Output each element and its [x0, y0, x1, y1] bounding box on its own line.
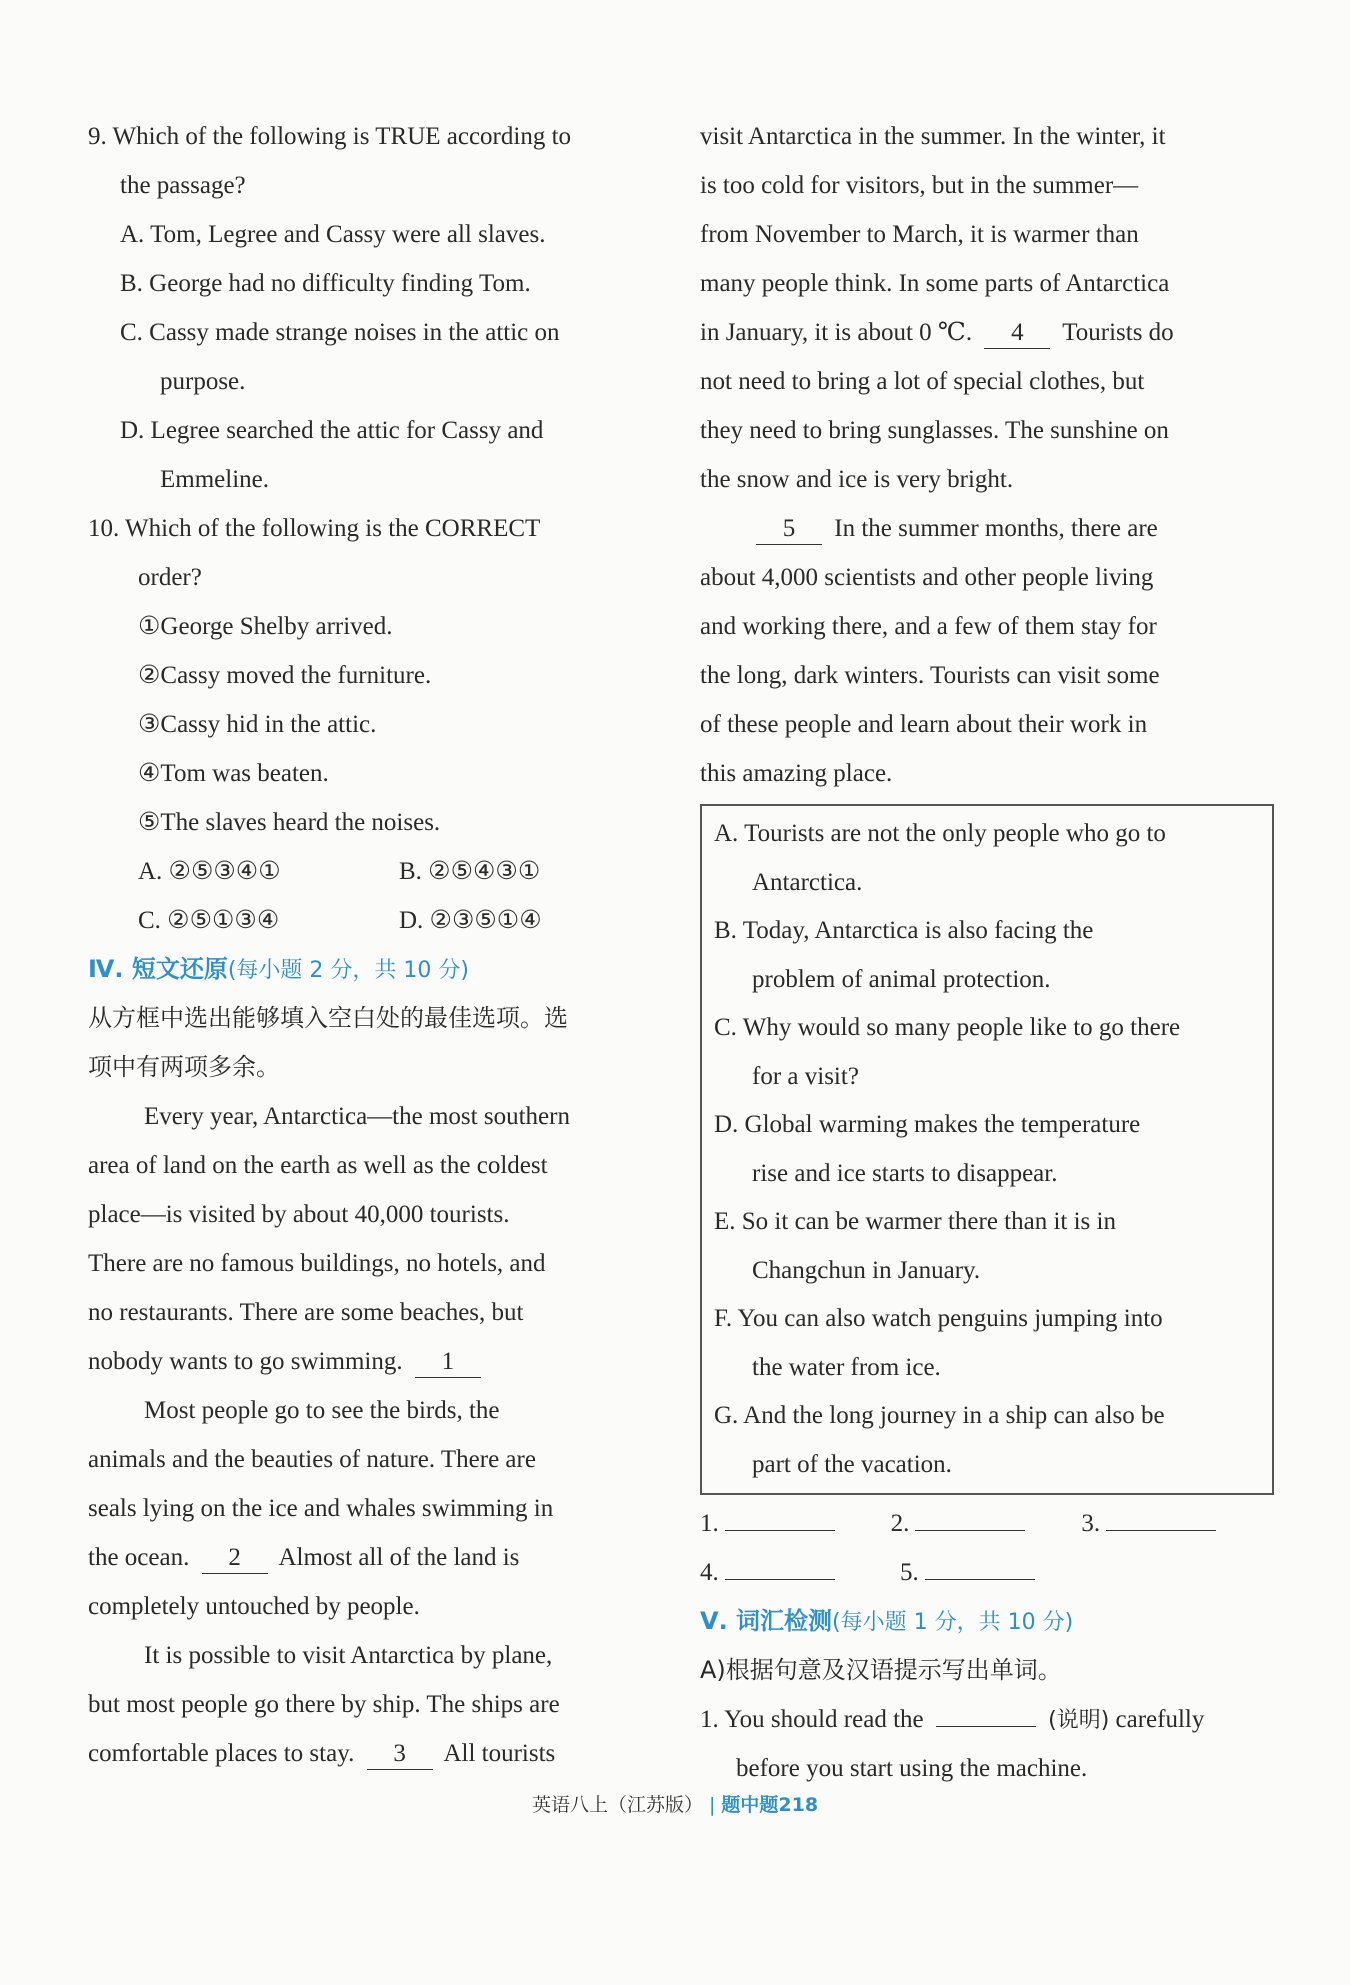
q10-choices-ab: [88, 847, 660, 896]
passage-line: about 4,000 scientists and other people living: [700, 564, 1154, 591]
left-column: [88, 112, 660, 1778]
blank-4[interactable]: 4: [984, 318, 1050, 349]
passage-line: There are no famous buildings, no hotels, and: [88, 1250, 546, 1277]
answer-field-2[interactable]: [915, 1504, 1025, 1531]
box-option-b: B. Today, Antarctica is also facing the: [714, 917, 1094, 944]
section-4-heading: Ⅳ. 短文还原(每小题 2 分，共 10 分): [88, 955, 469, 983]
q9-stem-cont: the passage?: [120, 172, 246, 199]
q9-option-c-cont: purpose.: [160, 368, 246, 395]
passage-line: of these people and learn about their work in: [700, 711, 1148, 738]
answer-field-4[interactable]: [725, 1553, 835, 1580]
vocab-q1-cont: before you start using the machine.: [736, 1755, 1088, 1782]
q9-option-c: C. Cassy made strange noises in the attic on: [120, 319, 560, 346]
q10-item: ①George Shelby arrived.: [138, 613, 393, 640]
q9-stem: 9. Which of the following is TRUE according to: [88, 123, 572, 150]
options-box: [700, 804, 1274, 1495]
box-option-c-cont: for a visit?: [752, 1062, 859, 1090]
passage-line: animals and the beauties of nature. There are: [88, 1446, 536, 1473]
q10-choice-c: C. ②⑤①③④: [138, 907, 280, 934]
blank-5[interactable]: 5: [756, 514, 822, 545]
book-title: 英语八上（江苏版）: [531, 1794, 703, 1816]
passage-line: seals lying on the ice and whales swimming in: [88, 1495, 554, 1522]
answer-label: 2.: [890, 1510, 910, 1537]
blank-3[interactable]: 3: [367, 1739, 433, 1770]
section-5-heading: Ⅴ. 词汇检测(每小题 1 分，共 10 分): [700, 1607, 1074, 1635]
blank-2[interactable]: 2: [202, 1543, 268, 1574]
passage-line: no restaurants. There are some beaches, but: [88, 1299, 524, 1326]
q10-choice-a: A. ②⑤③④①: [138, 858, 281, 885]
passage-line: It is possible to visit Antarctica by plane,: [144, 1642, 553, 1669]
box-option-d: D. Global warming makes the temperature: [714, 1111, 1141, 1138]
passage-line: place—is visited by about 40,000 tourists.: [88, 1201, 510, 1228]
passage-line: but most people go there by ship. The ships are: [88, 1691, 560, 1718]
passage-line: Every year, Antarctica—the most southern: [144, 1103, 570, 1130]
q10-stem-cont: order?: [138, 564, 202, 591]
passage-line: nobody wants to go swimming. 1: [88, 1337, 660, 1386]
box-option-f-cont: the water from ice.: [752, 1353, 941, 1381]
passage-line: they need to bring sunglasses. The sunshine on: [700, 417, 1169, 444]
answer-row-1: [700, 1499, 1272, 1548]
q10-item: ③Cassy hid in the attic.: [138, 711, 377, 738]
q10-choice-b: B. ②⑤④③①: [399, 858, 541, 885]
passage-line: many people think. In some parts of Antarctica: [700, 270, 1170, 297]
passage-line: Most people go to see the birds, the: [144, 1397, 500, 1424]
footer-separator: |: [708, 1794, 716, 1816]
answer-label: 3.: [1081, 1510, 1101, 1537]
box-option-d-cont: rise and ice starts to disappear.: [752, 1159, 1058, 1187]
passage-line: this amazing place.: [700, 760, 893, 787]
vocab-q1-blank[interactable]: [936, 1696, 1036, 1727]
passage-line: is too cold for visitors, but in the summer—: [700, 172, 1139, 199]
page-number: 218: [778, 1794, 819, 1816]
box-option-b-cont: problem of animal protection.: [752, 965, 1051, 993]
answer-label: 1.: [700, 1510, 719, 1537]
q10-item: ④Tom was beaten.: [138, 760, 329, 787]
q9-option-d: D. Legree searched the attic for Cassy and: [120, 417, 544, 444]
box-option-e-cont: Changchun in January.: [752, 1256, 981, 1284]
passage-line: completely untouched by people.: [88, 1593, 420, 1620]
passage-line: comfortable places to stay. 3 All tourists: [88, 1729, 660, 1778]
passage-line: in January, it is about 0 ℃. 4 Tourists do: [700, 308, 1272, 357]
passage-line: the snow and ice is very bright.: [700, 466, 1014, 493]
q10-choice-d: D. ②③⑤①④: [399, 907, 542, 934]
box-option-e: E. So it can be warmer there than it is in: [714, 1208, 1116, 1235]
answer-label: 4.: [700, 1559, 719, 1586]
passage-line: 5 In the summer months, there are: [700, 504, 1272, 553]
q9-option-d-cont: Emmeline.: [160, 466, 269, 493]
answer-field-3[interactable]: [1106, 1504, 1216, 1531]
passage-line: area of land on the earth as well as the coldest: [88, 1152, 548, 1179]
section-4-instructions: 从方框中选出能够填入空白处的最佳选项。选: [88, 1004, 568, 1032]
passage-line: from November to March, it is warmer than: [700, 221, 1139, 248]
box-option-a-cont: Antarctica.: [752, 868, 863, 896]
brand-name: 题中题: [721, 1794, 779, 1816]
passage-line: and working there, and a few of them stay for: [700, 613, 1157, 640]
box-option-a: A. Tourists are not the only people who go to: [714, 820, 1166, 847]
q9-option-b: B. George had no difficulty finding Tom.: [120, 270, 531, 297]
box-option-g-cont: part of the vacation.: [752, 1450, 952, 1478]
q10-choices-cd: [88, 896, 660, 945]
q10-item: ⑤The slaves heard the noises.: [138, 809, 441, 836]
box-option-c: C. Why would so many people like to go there: [714, 1014, 1181, 1041]
q10-item: ②Cassy moved the furniture.: [138, 662, 432, 689]
q9-option-a: A. Tom, Legree and Cassy were all slaves.: [120, 221, 546, 248]
passage-line: not need to bring a lot of special clothes, but: [700, 368, 1145, 395]
passage-line: the long, dark winters. Tourists can visit some: [700, 662, 1160, 689]
section-5-part-a: A)根据句意及汉语提示写出单词。: [700, 1656, 1062, 1684]
box-option-f: F. You can also watch penguins jumping into: [714, 1305, 1163, 1332]
answer-field-5[interactable]: [925, 1553, 1035, 1580]
right-column: [700, 112, 1272, 1793]
page-footer: [0, 1790, 1350, 1817]
passage-line: visit Antarctica in the summer. In the winter, it: [700, 123, 1166, 150]
vocab-q1: 1. You should read the (说明) carefully: [700, 1695, 1272, 1744]
answer-row-2: [700, 1548, 1272, 1597]
section-4-instructions-cont: 项中有两项多余。: [88, 1053, 280, 1081]
passage-line: the ocean. 2 Almost all of the land is: [88, 1533, 660, 1582]
blank-1[interactable]: 1: [415, 1347, 481, 1378]
q10-stem: 10. Which of the following is the CORRECT: [88, 515, 541, 542]
box-option-g: G. And the long journey in a ship can also be: [714, 1402, 1165, 1429]
answer-field-1[interactable]: [725, 1504, 835, 1531]
answer-label: 5.: [900, 1559, 919, 1586]
